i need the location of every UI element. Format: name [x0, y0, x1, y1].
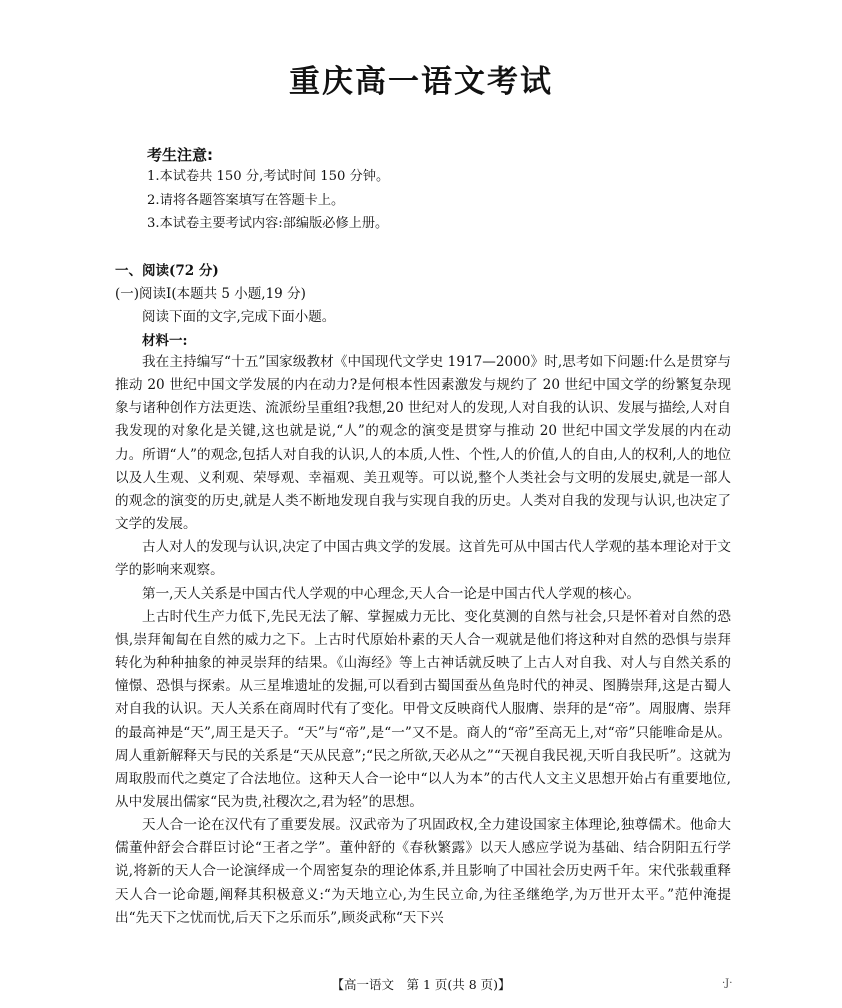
notice-heading: 考生注意: [147, 146, 213, 164]
passage-paragraph: 我在主持编写“十五”国家级教材《中国现代文学史 1917—2000》时,思考如下问题:什么是贯穿与推动 20 世纪中国文学发展的内在动力?是何根本性因素激发与规约了 20 世纪中国文学的纷繁复杂现象与诸种创作方法更迭、流派纷呈重组?我想,20 世纪对人的发现,人对自我的认识、发展与描绘,人对自我发现的对象化是关键,这也就是说,“人”的观念的演变是贯穿与推动 20 世纪中国文学发展的内在动力。所谓“人”的观念,包括人对自我的认识,人的本质,人性、个性,人的价值,人的自由,人的权利,人的地位以及人生观、义利观、荣辱观、幸福观、美丑观等。可以说,整个人类社会与文明的发展史,就是一部人的观念的演变的历史,就是人类不断地发现自我与实现自我的历史。人类对自我的发现与认识,也决定了文学的发展。 [115, 354, 731, 533]
reading-instruction: 阅读下面的文字,完成下面小题。 [142, 309, 336, 325]
exam-title: 重庆高一语文考试 [289, 64, 553, 100]
corner-mark: ·J· [722, 978, 733, 989]
subsection-heading: (一)阅读Ⅰ(本题共 5 小题,19 分) [115, 286, 306, 302]
notice-list [147, 165, 389, 236]
passage-paragraph: 古人对人的发现与认识,决定了中国古典文学的发展。这首先可从中国古代人学观的基本理论对于文学的影响来观察。 [115, 539, 731, 579]
notice-item: 3.本试卷主要考试内容:部编版必修上册。 [147, 216, 389, 231]
page-footer: 【高一语文 第 1 页(共 8 页)】 [331, 977, 511, 992]
notice-item: 1.本试卷共 150 分,考试时间 150 分钟。 [147, 169, 390, 184]
passage-paragraph: 上古时代生产力低下,先民无法了解、掌握威力无比、变化莫测的自然与社会,只是怀着对自然的恐惧,崇拜匍匐在自然的威力之下。上古时代原始朴素的天人合一观就是他们将这种对自然的恐惧与崇拜转化为种种抽象的神灵崇拜的结果。《山海经》等上古神话就反映了上古人对自我、对人与自然关系的憧憬、恐惧与探索。从三星堆遗址的发掘,可以看到古蜀国蚕丛鱼凫时代的神灵、图腾崇拜,这是古蜀人对自我的认识。天人关系在商周时代有了变化。甲骨文反映商代人服膺、崇拜的是“帝”。周服膺、崇拜的最高神是“天”,周王是天子。“天”与“帝”,是“一”又不是。商人的“帝”至高无上,对“帝”只能唯命是从。周人重新解释天与民的关系是“天从民意”;“民之所欲,天必从之”“天视自我民视,天听自我民听”。这就为周取殷而代之奠定了合法地位。这种天人合一论中“以人为本”的古代人文主义思想开始占有重要地位,从中发展出儒家“民为贵,社稷次之,君为轻”的思想。 [115, 608, 731, 810]
material-label: 材料一: [142, 333, 188, 349]
passage-paragraph: 天人合一论在汉代有了重要发展。汉武帝为了巩固政权,全力建设国家主体理论,独尊儒术。他命大儒董仲舒会合群臣讨论“王者之学”。董仲舒的《春秋繁露》以天人感应学说为基础、结合阴阳五行学说,将新的天人合一论演绎成一个周密复杂的理论体系,并且影响了中国社会历史两千年。宋代张载重释天人合一论命题,阐释其积极意义:“为天地立心,为生民立命,为往圣继绝学,为万世开太平。”范仲淹提出“先天下之忧而忧,后天下之乐而乐”,顾炎武称“天下兴 [115, 817, 731, 926]
passage-paragraph: 第一,天人关系是中国古代人学观的中心理念,天人合一论是中国古代人学观的核心。 [142, 585, 641, 602]
reading-passage [115, 351, 731, 930]
notice-item: 2.请将各题答案填写在答题卡上。 [147, 192, 345, 208]
section-heading: 一、阅读(72 分) [115, 263, 219, 279]
